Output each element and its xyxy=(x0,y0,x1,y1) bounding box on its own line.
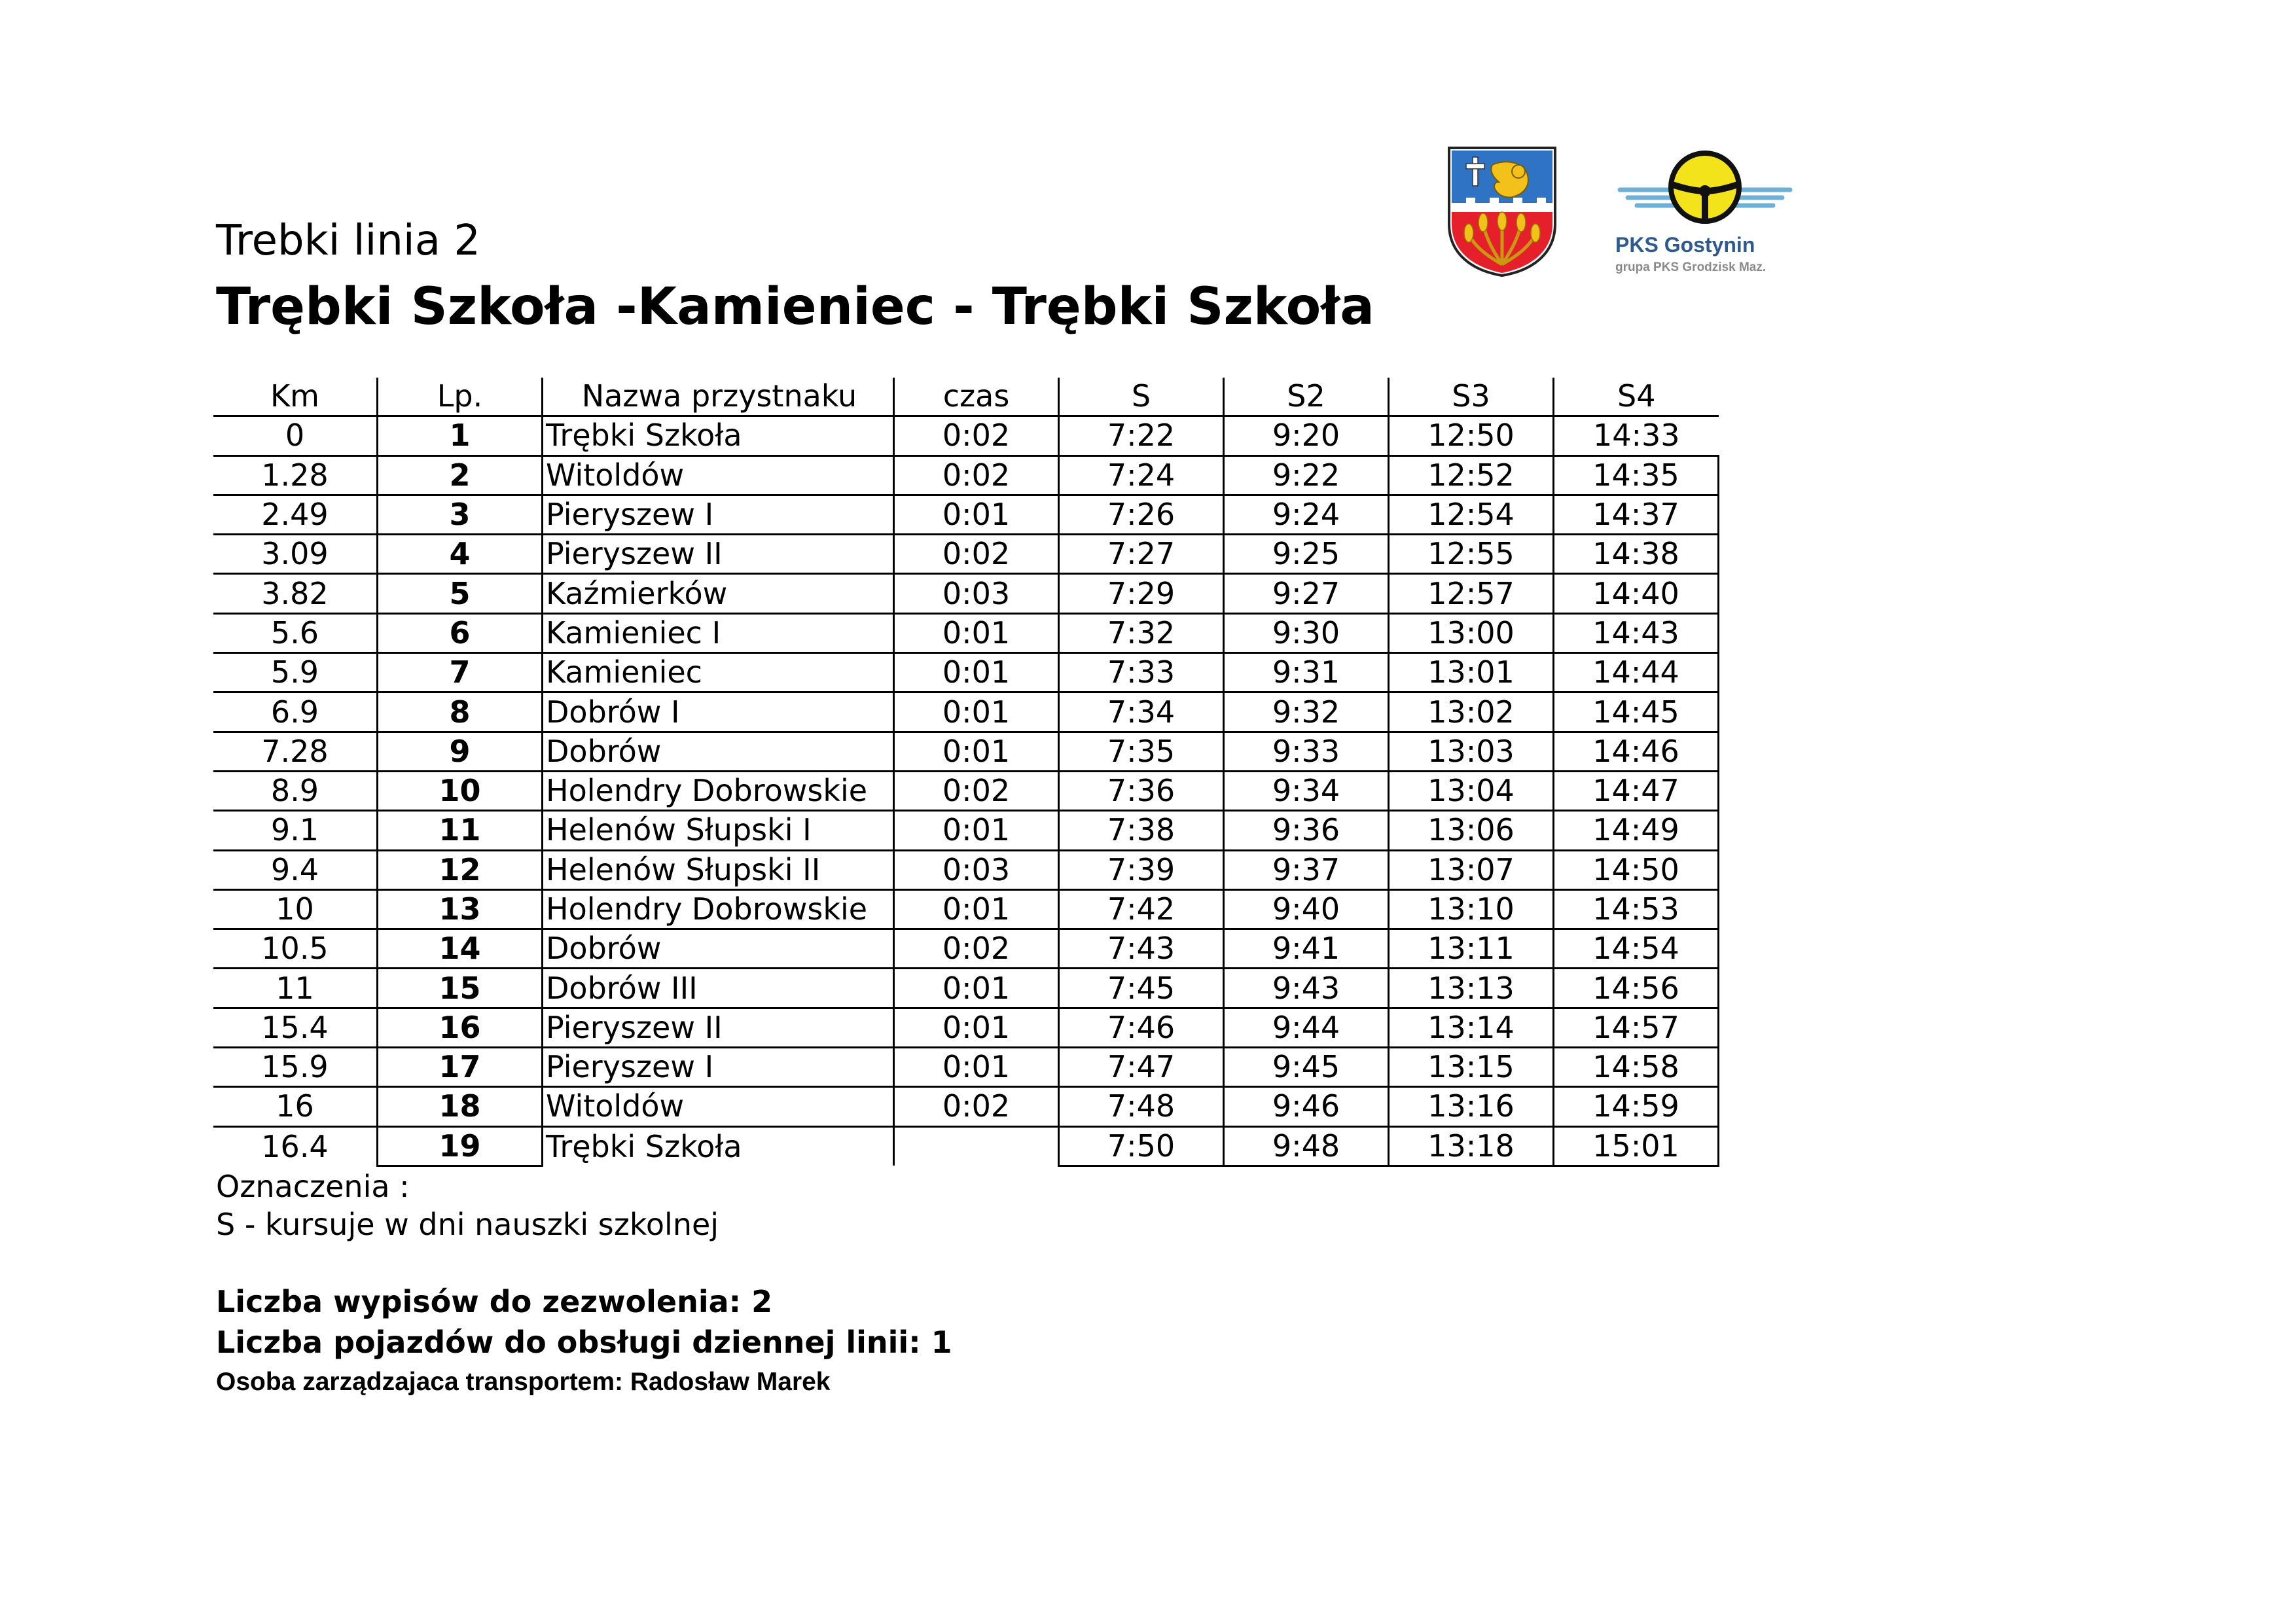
cell-s4: 14:47 xyxy=(1554,771,1719,810)
cell-stop-name: Helenów Słupski II xyxy=(543,850,894,889)
cell-stop-name: Kaźmierków xyxy=(543,574,894,613)
page-subtitle: Trebki linia 2 xyxy=(216,217,480,265)
cell-s: 7:38 xyxy=(1059,811,1224,850)
cell-s4: 14:45 xyxy=(1554,692,1719,732)
cell-s: 7:42 xyxy=(1059,889,1224,929)
cell-lp: 4 xyxy=(378,535,543,574)
cell-s2: 9:45 xyxy=(1224,1048,1389,1087)
table-row xyxy=(213,535,1719,574)
table-row xyxy=(213,416,1719,455)
cell-s3: 13:02 xyxy=(1389,692,1554,732)
cell-czas: 0:01 xyxy=(894,1008,1059,1047)
cell-czas: 0:02 xyxy=(894,535,1059,574)
cell-stop-name: Holendry Dobrowskie xyxy=(543,889,894,929)
cell-km: 16.4 xyxy=(213,1126,378,1166)
table-row xyxy=(213,811,1719,850)
cell-s2: 9:43 xyxy=(1224,969,1389,1008)
cell-s: 7:39 xyxy=(1059,850,1224,889)
cell-s2: 9:46 xyxy=(1224,1087,1389,1126)
cell-s2: 9:24 xyxy=(1224,495,1389,534)
cell-lp: 7 xyxy=(378,653,543,692)
table-row xyxy=(213,653,1719,692)
cell-czas: 0:01 xyxy=(894,889,1059,929)
cell-czas: 0:03 xyxy=(894,850,1059,889)
table-row xyxy=(213,889,1719,929)
table-row xyxy=(213,1126,1719,1166)
table-row xyxy=(213,771,1719,810)
cell-s3: 13:04 xyxy=(1389,771,1554,810)
cell-s3: 13:06 xyxy=(1389,811,1554,850)
pks-group: grupa PKS Grodzisk Maz. xyxy=(1615,260,1767,274)
cell-czas: 0:01 xyxy=(894,811,1059,850)
cell-s4: 14:58 xyxy=(1554,1048,1719,1087)
cell-czas: 0:02 xyxy=(894,771,1059,810)
cell-s4: 14:44 xyxy=(1554,653,1719,692)
cell-s: 7:50 xyxy=(1059,1126,1224,1166)
column-header-name: Nazwa przystnaku xyxy=(543,378,894,416)
cell-km: 15.4 xyxy=(213,1008,378,1047)
cell-s2: 9:20 xyxy=(1224,416,1389,455)
cell-stop-name: Dobrów I xyxy=(543,692,894,732)
cell-lp: 1 xyxy=(378,416,543,455)
cell-lp: 14 xyxy=(378,929,543,969)
cell-lp: 6 xyxy=(378,613,543,652)
cell-km: 10.5 xyxy=(213,929,378,969)
cell-s4: 14:50 xyxy=(1554,850,1719,889)
cell-s4: 14:40 xyxy=(1554,574,1719,613)
cell-czas xyxy=(894,1126,1059,1166)
cell-km: 9.1 xyxy=(213,811,378,850)
cell-s: 7:33 xyxy=(1059,653,1224,692)
coat-of-arms-icon xyxy=(1446,145,1558,277)
column-header-lp: Lp. xyxy=(378,378,543,416)
cell-s3: 13:10 xyxy=(1389,889,1554,929)
cell-s: 7:32 xyxy=(1059,613,1224,652)
column-header-s4: S4 xyxy=(1554,378,1719,416)
cell-km: 9.4 xyxy=(213,850,378,889)
cell-s4: 15:01 xyxy=(1554,1126,1719,1166)
cell-stop-name: Holendry Dobrowskie xyxy=(543,771,894,810)
cell-s4: 14:56 xyxy=(1554,969,1719,1008)
cell-s2: 9:27 xyxy=(1224,574,1389,613)
cell-km: 5.6 xyxy=(213,613,378,652)
table-row xyxy=(213,1087,1719,1126)
cell-stop-name: Pieryszew II xyxy=(543,535,894,574)
cell-s: 7:48 xyxy=(1059,1087,1224,1126)
cell-lp: 2 xyxy=(378,455,543,495)
cell-s4: 14:49 xyxy=(1554,811,1719,850)
cell-stop-name: Helenów Słupski I xyxy=(543,811,894,850)
cell-s3: 13:03 xyxy=(1389,732,1554,771)
cell-s: 7:47 xyxy=(1059,1048,1224,1087)
table-row xyxy=(213,613,1719,652)
pks-name: PKS Gostynin xyxy=(1615,233,1755,257)
cell-czas: 0:01 xyxy=(894,653,1059,692)
cell-s: 7:24 xyxy=(1059,455,1224,495)
table-row xyxy=(213,850,1719,889)
cell-s2: 9:41 xyxy=(1224,929,1389,969)
cell-s3: 12:52 xyxy=(1389,455,1554,495)
cell-czas: 0:02 xyxy=(894,416,1059,455)
cell-km: 15.9 xyxy=(213,1048,378,1087)
legend-s: S - kursuje w dni nauszki szkolnej xyxy=(216,1207,719,1242)
cell-km: 7.28 xyxy=(213,732,378,771)
cell-lp: 17 xyxy=(378,1048,543,1087)
cell-stop-name: Witoldów xyxy=(543,1087,894,1126)
cell-km: 16 xyxy=(213,1087,378,1126)
table-row xyxy=(213,692,1719,732)
cell-s4: 14:54 xyxy=(1554,929,1719,969)
cell-s3: 13:16 xyxy=(1389,1087,1554,1126)
cell-lp: 15 xyxy=(378,969,543,1008)
cell-s3: 12:55 xyxy=(1389,535,1554,574)
cell-s4: 14:35 xyxy=(1554,455,1719,495)
cell-czas: 0:02 xyxy=(894,455,1059,495)
cell-s4: 14:59 xyxy=(1554,1087,1719,1126)
cell-stop-name: Kamieniec xyxy=(543,653,894,692)
table-row xyxy=(213,455,1719,495)
cell-s2: 9:44 xyxy=(1224,1008,1389,1047)
table-row xyxy=(213,574,1719,613)
cell-lp: 19 xyxy=(378,1126,543,1166)
cell-lp: 10 xyxy=(378,771,543,810)
cell-s2: 9:33 xyxy=(1224,732,1389,771)
column-header-s2: S2 xyxy=(1224,378,1389,416)
cell-s: 7:34 xyxy=(1059,692,1224,732)
cell-lp: 18 xyxy=(378,1087,543,1126)
cell-s: 7:36 xyxy=(1059,771,1224,810)
cell-czas: 0:02 xyxy=(894,929,1059,969)
cell-czas: 0:01 xyxy=(894,692,1059,732)
cell-s: 7:26 xyxy=(1059,495,1224,534)
cell-s4: 14:37 xyxy=(1554,495,1719,534)
cell-s: 7:45 xyxy=(1059,969,1224,1008)
permits-count: Liczba wypisów do zezwolenia: 2 xyxy=(216,1284,773,1319)
table-row xyxy=(213,1008,1719,1047)
cell-s3: 13:00 xyxy=(1389,613,1554,652)
cell-s4: 14:46 xyxy=(1554,732,1719,771)
timetable-header-row xyxy=(213,378,1719,416)
cell-s3: 13:11 xyxy=(1389,929,1554,969)
legend-title: Oznaczenia : xyxy=(216,1169,410,1204)
column-header-s3: S3 xyxy=(1389,378,1554,416)
table-row xyxy=(213,929,1719,969)
cell-stop-name: Pieryszew II xyxy=(543,1008,894,1047)
cell-s2: 9:48 xyxy=(1224,1126,1389,1166)
cell-czas: 0:01 xyxy=(894,732,1059,771)
cell-s3: 13:01 xyxy=(1389,653,1554,692)
column-header-czas: czas xyxy=(894,378,1059,416)
cell-s3: 13:18 xyxy=(1389,1126,1554,1166)
cell-km: 3.82 xyxy=(213,574,378,613)
table-row xyxy=(213,732,1719,771)
cell-s3: 12:50 xyxy=(1389,416,1554,455)
cell-s: 7:22 xyxy=(1059,416,1224,455)
cell-stop-name: Kamieniec I xyxy=(543,613,894,652)
cell-s2: 9:22 xyxy=(1224,455,1389,495)
cell-czas: 0:01 xyxy=(894,1048,1059,1087)
cell-s4: 14:57 xyxy=(1554,1008,1719,1047)
cell-czas: 0:01 xyxy=(894,969,1059,1008)
page-title: Trębki Szkoła -Kamieniec - Trębki Szkoła xyxy=(216,277,1374,336)
cell-km: 1.28 xyxy=(213,455,378,495)
cell-stop-name: Dobrów xyxy=(543,732,894,771)
cell-lp: 13 xyxy=(378,889,543,929)
cell-stop-name: Dobrów III xyxy=(543,969,894,1008)
transport-manager: Osoba zarządzajaca transportem: Radosław Marek xyxy=(216,1368,831,1396)
table-row xyxy=(213,495,1719,534)
cell-s2: 9:37 xyxy=(1224,850,1389,889)
cell-lp: 11 xyxy=(378,811,543,850)
cell-s4: 14:38 xyxy=(1554,535,1719,574)
cell-stop-name: Trębki Szkoła xyxy=(543,416,894,455)
cell-czas: 0:01 xyxy=(894,495,1059,534)
cell-s2: 9:40 xyxy=(1224,889,1389,929)
cell-s2: 9:30 xyxy=(1224,613,1389,652)
cell-lp: 16 xyxy=(378,1008,543,1047)
cell-s3: 13:13 xyxy=(1389,969,1554,1008)
cell-stop-name: Witoldów xyxy=(543,455,894,495)
cell-km: 2.49 xyxy=(213,495,378,534)
column-header-km: Km xyxy=(213,378,378,416)
cell-lp: 9 xyxy=(378,732,543,771)
cell-lp: 8 xyxy=(378,692,543,732)
cell-s2: 9:32 xyxy=(1224,692,1389,732)
cell-lp: 5 xyxy=(378,574,543,613)
cell-s: 7:29 xyxy=(1059,574,1224,613)
cell-km: 6.9 xyxy=(213,692,378,732)
cell-s4: 14:43 xyxy=(1554,613,1719,652)
cell-stop-name: Dobrów xyxy=(543,929,894,969)
timetable xyxy=(213,378,1719,1167)
cell-km: 11 xyxy=(213,969,378,1008)
table-row xyxy=(213,969,1719,1008)
cell-s: 7:27 xyxy=(1059,535,1224,574)
cell-km: 10 xyxy=(213,889,378,929)
cell-czas: 0:01 xyxy=(894,613,1059,652)
cell-km: 0 xyxy=(213,416,378,455)
column-header-s: S xyxy=(1059,378,1224,416)
cell-s4: 14:53 xyxy=(1554,889,1719,929)
cell-km: 8.9 xyxy=(213,771,378,810)
cell-s3: 13:14 xyxy=(1389,1008,1554,1047)
cell-s2: 9:25 xyxy=(1224,535,1389,574)
cell-s3: 13:15 xyxy=(1389,1048,1554,1087)
cell-s2: 9:34 xyxy=(1224,771,1389,810)
cell-stop-name: Pieryszew I xyxy=(543,1048,894,1087)
cell-stop-name: Pieryszew I xyxy=(543,495,894,534)
cell-s: 7:35 xyxy=(1059,732,1224,771)
cell-km: 3.09 xyxy=(213,535,378,574)
cell-lp: 3 xyxy=(378,495,543,534)
cell-s3: 12:57 xyxy=(1389,574,1554,613)
table-row xyxy=(213,1048,1719,1087)
cell-s2: 9:36 xyxy=(1224,811,1389,850)
cell-stop-name: Trębki Szkoła xyxy=(543,1126,894,1166)
cell-km: 5.9 xyxy=(213,653,378,692)
cell-s2: 9:31 xyxy=(1224,653,1389,692)
cell-lp: 12 xyxy=(378,850,543,889)
vehicles-count: Liczba pojazdów do obsługi dziennej linii: 1 xyxy=(216,1325,952,1360)
cell-s: 7:46 xyxy=(1059,1008,1224,1047)
cell-s4: 14:33 xyxy=(1554,416,1719,455)
cell-s3: 13:07 xyxy=(1389,850,1554,889)
cell-s: 7:43 xyxy=(1059,929,1224,969)
cell-s3: 12:54 xyxy=(1389,495,1554,534)
cell-czas: 0:03 xyxy=(894,574,1059,613)
cell-czas: 0:02 xyxy=(894,1087,1059,1126)
